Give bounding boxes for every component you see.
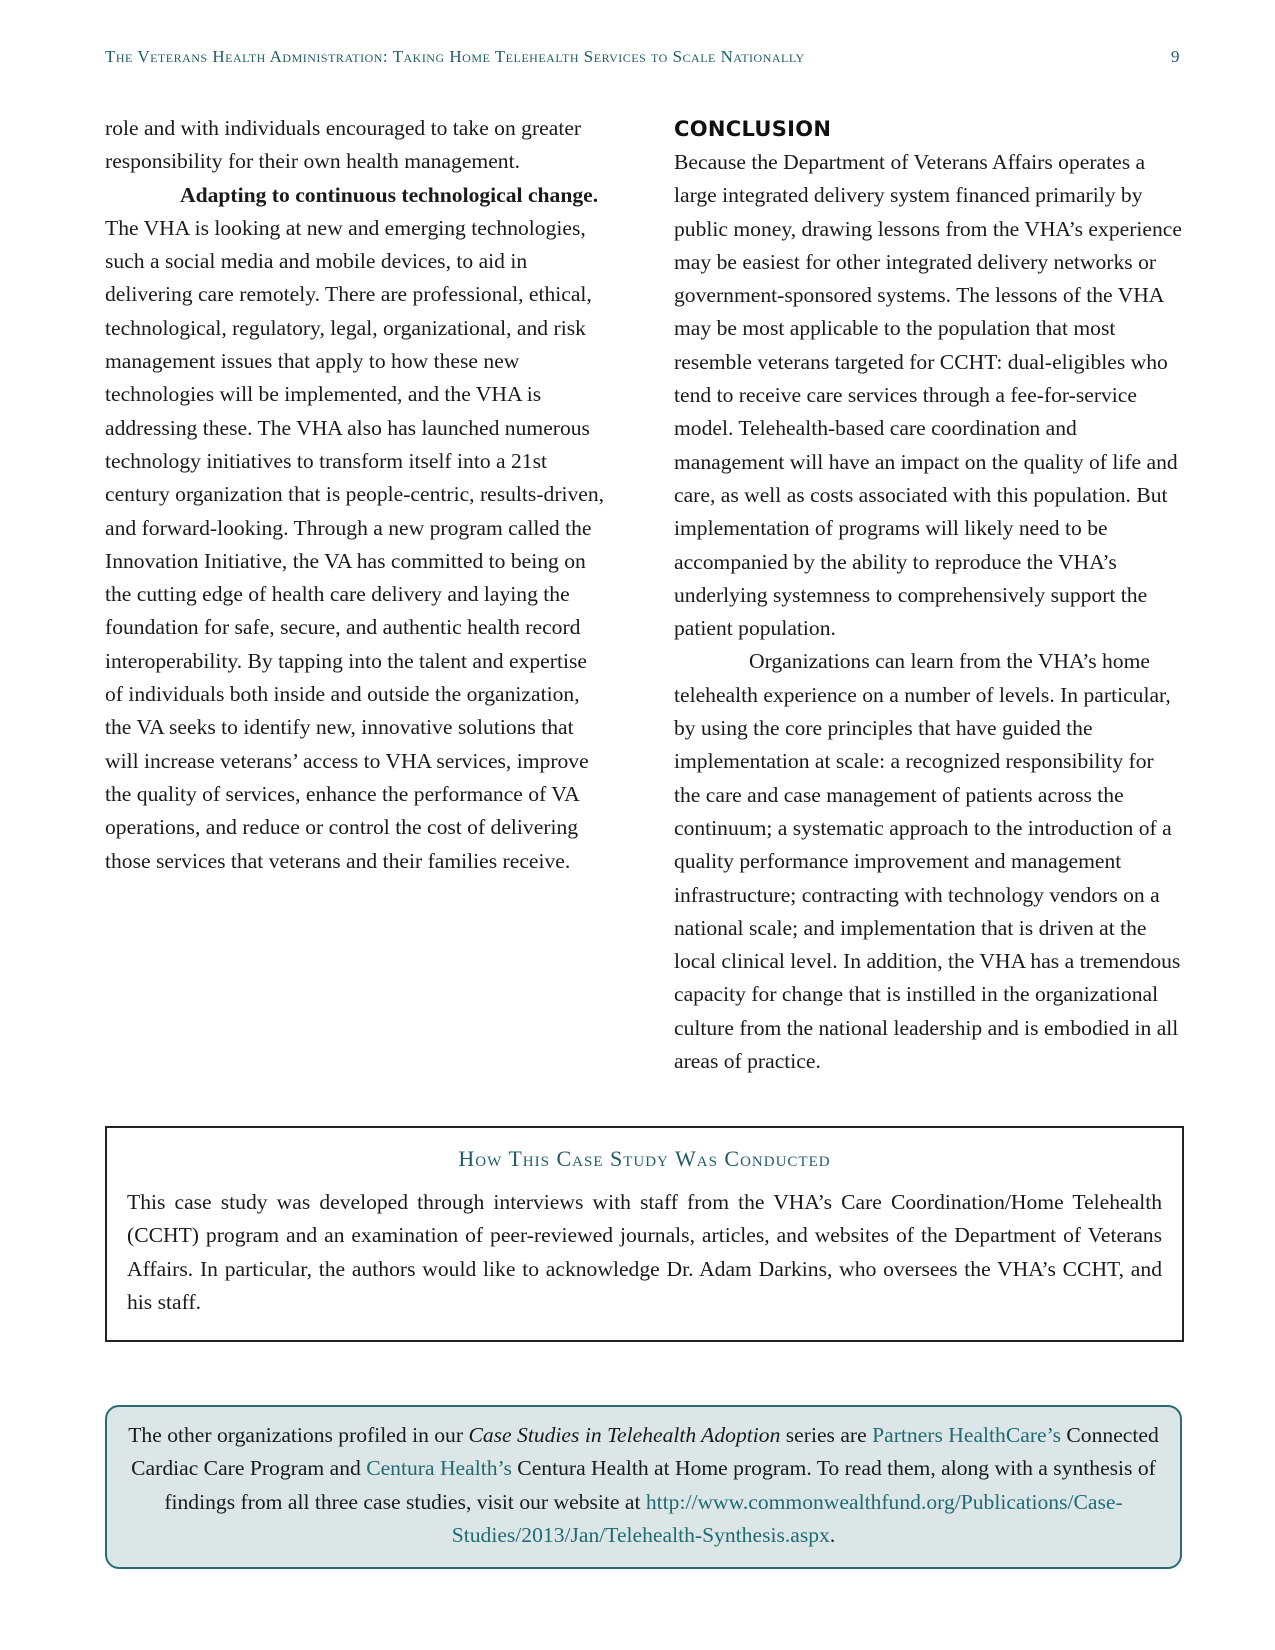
- related-case-studies-box: [105, 1405, 1182, 1569]
- promo-text-3: Connected Cardiac Care Program and: [131, 1423, 1159, 1481]
- case-study-method-box: [105, 1126, 1184, 1342]
- promo-text-5: .: [829, 1522, 836, 1547]
- conclusion-heading: CONCLUSION: [674, 117, 832, 141]
- synthesis-url-link[interactable]: http://www.commonwealthfund.org/Publications/Case-Studies/2013/Jan/Telehealth-Synthesis.aspx: [451, 1489, 1123, 1547]
- promo-text-1: The other organizations profiled in our: [128, 1423, 469, 1447]
- centura-health-link[interactable]: Centura Health’s: [366, 1456, 512, 1481]
- left-paragraph-2: [105, 179, 610, 878]
- partners-healthcare-link[interactable]: Partners HealthCare’s: [872, 1423, 1061, 1447]
- method-box-title: How This Case Study Was Conducted: [458, 1146, 831, 1171]
- series-title: Case Studies in Telehealth Adoption: [468, 1423, 781, 1447]
- right-column: [674, 112, 1184, 1078]
- runin-heading-technological-change: Adapting to continuous technological change.: [180, 182, 599, 207]
- promo-text-4: Centura Health at Home program. To read them, along with a synthesis of findings from all three case studies, visit our website at: [164, 1456, 1156, 1514]
- conclusion-paragraph-2: Organizations can learn from the VHA’s home telehealth experience on a number of levels. In particular, by using the core principles that have guided the implementation at scale: a recognized responsibility for the care and case management of patients across the continuum; a systematic approach to the introduction of a quality performance improvement and management infrastructure; contracting with technology vendors on a national scale; and implementation that is driven at the local clinical level. In addition, the VHA has a tremendous capacity for change that is instilled in the organizational culture from the national leadership and is embodied in all areas of practice.: [674, 649, 1181, 1074]
- running-title: The Veterans Health Administration: Taking Home Telehealth Services to Scale Nationally: [105, 47, 805, 66]
- left-paragraph-2-body: The VHA is looking at new and emerging technologies, such a social media and mobile devices, to aid in delivering care remotely. There are professional, ethical, technological, regulatory, legal, organizational, and risk management issues that apply to how these new technologies will be implemented, and the VHA is addressing these. The VHA also has launched numerous technology initiatives to transform itself into a 21st century organization that is people-centric, results-driven, and forward-looking. Through a new program called the Innovation Initiative, the VA has committed to being on the cutting edge of health care delivery and laying the foundation for safe, secure, and authentic health record interoperability. By tapping into the talent and expertise of individuals both inside and outside the organization, the VA seeks to identify new, innovative solutions that will increase veterans’ access to VHA services, improve the quality of services, enhance the performance of VA operations, and reduce or control the cost of delivering those services that veterans and their families receive.: [105, 215, 605, 873]
- method-box-body: This case study was developed through interviews with staff from the VHA’s Care Coordination/Home Telehealth (CCHT) program and an examination of peer-reviewed journals, articles, and websites of the Department of Veterans Affairs. In particular, the authors would like to acknowledge Dr. Adam Darkins, who oversees the VHA’s CCHT, and his staff.: [127, 1190, 1162, 1314]
- promo-text-2: series are: [780, 1423, 873, 1447]
- left-paragraph-1: role and with individuals encouraged to take on greater responsibility for their own health management.: [105, 116, 582, 174]
- conclusion-paragraph-1: Because the Department of Veterans Affairs operates a large integrated delivery system financed primarily by public money, drawing lessons from the VHA’s experience may be easiest for other integrated delivery networks or government-sponsored systems. The lessons of the VHA may be most applicable to the population that most resemble veterans targeted for CCHT: dual-eligibles who tend to receive care services through a fee-for-service model. Telehealth-based care coordination and management will have an impact on the quality of life and care, as well as costs associated with this population. But implementation of programs will likely need to be accompanied by the ability to reproduce the VHA’s underlying systemness to comprehensively support the patient population.: [674, 150, 1182, 641]
- left-column: [105, 112, 610, 878]
- page-number: 9: [1171, 47, 1180, 66]
